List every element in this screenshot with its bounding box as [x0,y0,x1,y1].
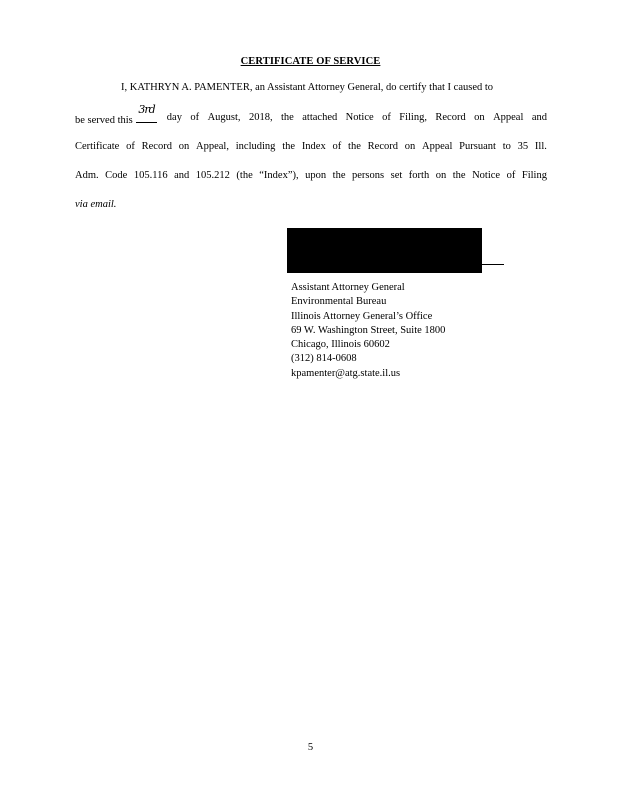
body-line-2: be served this 3rd day of August, 2018, the attached Notice of Filing, Record on Appeal and [75,103,547,126]
signature-line [482,264,504,265]
body-line-1: I, KATHRYN A. PAMENTER, an Assistant Attorney General, do certify that I caused to [121,82,494,93]
certificate-title: CERTIFICATE OF SERVICE [240,56,381,67]
body-line-5: via email. [75,199,117,210]
handwritten-day-blank [136,103,157,123]
body-line-3: Certificate of Record on Appeal, including the Index of the Record on Appeal Pursuant to 35 Ill. [75,141,547,152]
signature-title: Assistant Attorney General [291,282,405,293]
signature-city: Chicago, Illinois 60602 [291,339,390,351]
signature-bureau: Environmental Bureau [291,296,387,308]
signature-block [291,281,445,381]
handwritten-day: 3rd [138,103,155,116]
signature-office: Illinois Attorney General’s Office [291,310,433,322]
signature-phone: (312) 814-0608 [291,353,357,365]
signature-street: 69 W. Washington Street, Suite 1800 [291,324,446,336]
signature-email: kpamenter@atg.state.il.us [291,367,401,379]
page-number: 5 [307,742,314,753]
redacted-signature-box [287,228,482,273]
body-line-4: Adm. Code 105.116 and 105.212 (the “Index”), upon the persons set forth on the Notice of Filing [75,170,547,181]
body-line-2-prefix: be served this 3rd [75,112,158,127]
